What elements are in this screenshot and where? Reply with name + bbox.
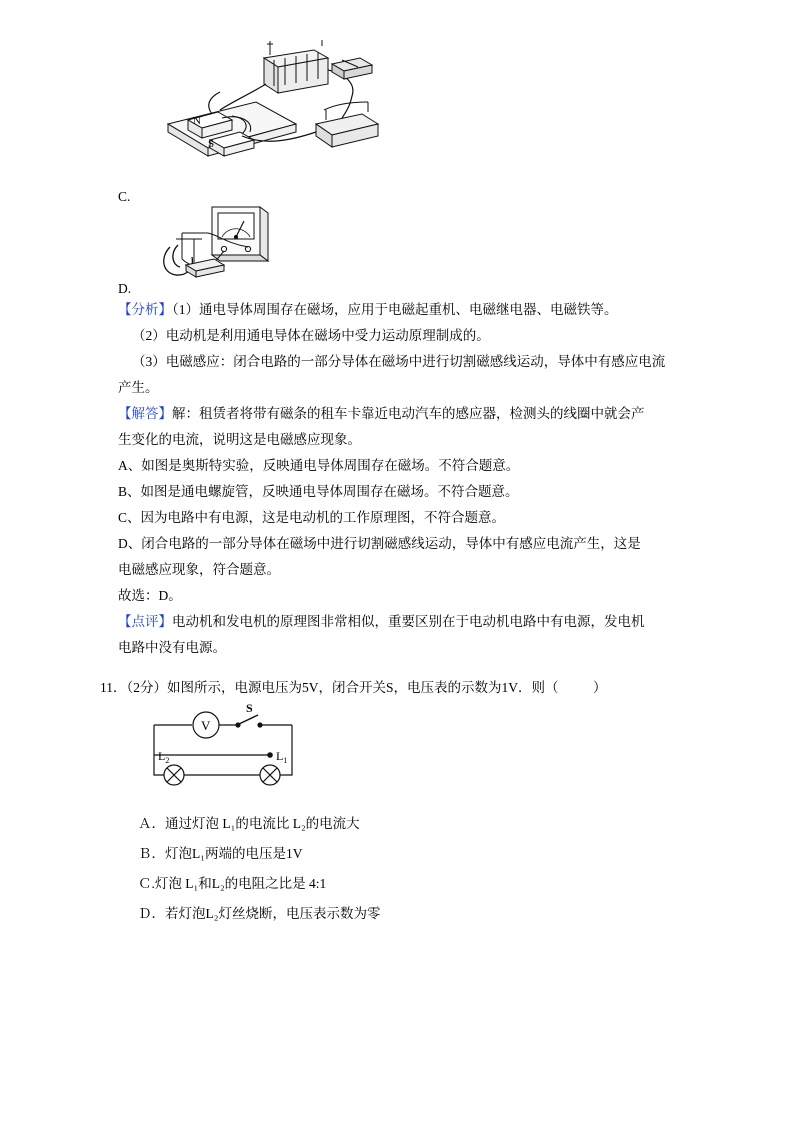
question-11-option-d: Ｄ．若灯泡L₂灯丝烧断，电压表示数为零 xyxy=(138,906,381,921)
analysis-line-3: （3）电磁感应：闭合电路的一部分导体在磁场中进行切割磁感线运动，导体中有感应电流 xyxy=(132,354,666,369)
analysis-line-4: 产生。 xyxy=(118,380,159,395)
solution-tag: 【解答】 xyxy=(118,406,172,421)
comment-text-1: 电动机和发电机的原理图非常相似，重要区别在于电动机电路中有电源，发电机 xyxy=(172,614,645,629)
figure-option-c xyxy=(118,40,698,205)
solution-choice-c: C、因为电路中有电源，这是电动机的工作原理图，不符合题意。 xyxy=(118,510,506,525)
question-11-number: 11． xyxy=(100,680,127,695)
magnet-pole-s-label: S xyxy=(208,138,215,150)
analysis-line-1 xyxy=(118,297,698,323)
solution-choice-a: A、如图是奥斯特实验，反映通电导体周围存在磁场。不符合题意。 xyxy=(118,458,520,473)
question-11-option-c: Ｃ.灯泡 L₁和L₂的电阻之比是 4:1 xyxy=(138,876,327,891)
galvanometer-induction-diagram xyxy=(156,203,306,285)
analysis-item-0: （1）通电导体周围存在磁场，应用于电磁起重机、电磁继电器、电磁铁等。 xyxy=(172,302,618,317)
solution-line-1 xyxy=(118,401,698,427)
analysis-line-2: （2）电动机是利用通电导体在磁场中受力运动原理制成的。 xyxy=(132,328,490,343)
question-11-close-paren: ） xyxy=(592,680,607,695)
figure-option-d xyxy=(118,205,698,297)
solution-choice-b: B、如图是通电螺旋管，反映通电导体周围存在磁场。不符合题意。 xyxy=(118,484,519,499)
option-d-label: D. xyxy=(118,281,132,296)
solution-block xyxy=(118,401,698,609)
comment-block xyxy=(118,609,698,661)
solution-choice-d-cont: 电磁感应现象，符合题意。 xyxy=(118,562,280,577)
comment-tag: 【点评】 xyxy=(118,614,172,629)
document-content xyxy=(100,40,698,929)
solution-lead: 解：租赁者将带有磁条的租车卡靠近电动汽车的感应器，检测头的线圈中就会产 xyxy=(172,406,645,421)
comment-line-1 xyxy=(118,609,698,635)
motor-circuit-diagram xyxy=(146,40,396,190)
voltmeter-label: V xyxy=(201,718,211,733)
question-11-score: （2分） xyxy=(126,680,167,695)
switch-label: S xyxy=(246,703,253,715)
solution-choice-d: D、闭合电路的一部分导体在磁场中进行切割磁感线运动，导体中有感应电流产生，这是 xyxy=(118,536,641,551)
question-11-stem xyxy=(100,675,698,701)
series-circuit-diagram xyxy=(140,703,310,803)
question-11-text: 如图所示，电源电压为5V，闭合开关S，电压表的示数为1V．则（ xyxy=(167,680,559,695)
figure-question-11 xyxy=(136,701,698,801)
comment-line-2: 电路中没有电源。 xyxy=(118,640,226,655)
question-11-options xyxy=(118,809,698,929)
option-c-label: C. xyxy=(118,189,131,204)
solution-line-2: 生变化的电流，说明这是电磁感应现象。 xyxy=(118,432,361,447)
magnet-pole-n-label: N xyxy=(193,115,201,127)
analysis-tag: 【分析】 xyxy=(118,302,172,317)
lamp-l1-label: $L_1$ xyxy=(276,749,288,765)
analysis-block xyxy=(118,297,698,401)
question-11-option-a: Ａ．通过灯泡 L₁的电流比 L₂的电流大 xyxy=(138,816,360,831)
lamp-l2-label: $L_2$ xyxy=(158,749,170,765)
question-11-option-b: Ｂ．灯泡L₁两端的电压是1V xyxy=(138,846,303,861)
solution-conclusion: 故选：D。 xyxy=(118,588,182,603)
